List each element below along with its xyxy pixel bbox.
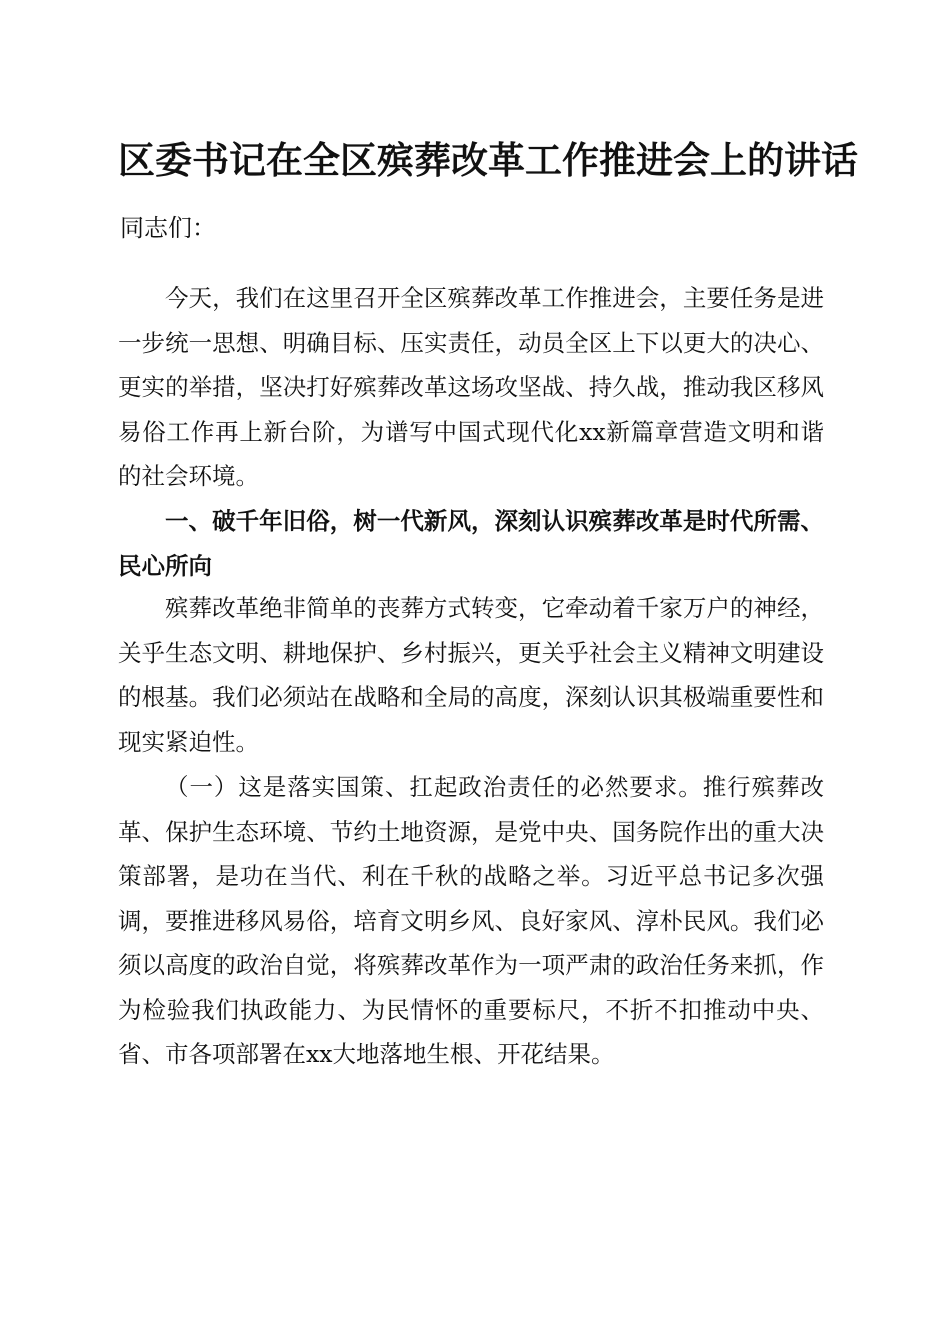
document-title: 区委书记在全区殡葬改革工作推进会上的讲话	[118, 138, 858, 182]
section-heading-1: 一、破千年旧俗，树一代新风，深刻认识殡葬改革是时代所需、民心所向	[118, 507, 824, 580]
salutation: 同志们：	[120, 214, 216, 242]
subsection-1-paragraph	[118, 765, 824, 1077]
section-1-paragraph: 殡葬改革绝非简单的丧葬方式转变，它牵动着千家万户的神经，关乎生态文明、耕地保护、乡村振兴，更关乎社会主义精神文明建设的根基。我们必须站在战略和全局的高度，深刻认识其极端重要性和现实紧迫性。	[118, 594, 824, 756]
subsection-1-lead: （一）这是落实国策、扛起政治责任的必然要求。	[165, 773, 703, 801]
intro-paragraph: 今天，我们在这里召开全区殡葬改革工作推进会，主要任务是进一步统一思想、明确目标、压实责任，动员全区上下以更大的决心、更实的举措，坚决打好殡葬改革这场攻坚战、持久战，推动我区移风易俗工作再上新台阶，为谱写中国式现代化xx新篇章营造文明和谐的社会环境。	[118, 284, 824, 490]
subsection-1-body: 推行殡葬改革、保护生态环境、节约土地资源，是党中央、国务院作出的重大决策部署，是功在当代、利在千秋的战略之举。习近平总书记多次强调，要推进移风易俗，培育文明乡风、良好家风、淳朴民风。我们必须以高度的政治自觉，将殡葬改革作为一项严肃的政治任务来抓，作为检验我们执政能力、为民情怀的重要标尺，不折不扣推动中央、省、市各项部署在xx大地落地生根、开花结果。	[118, 773, 825, 1068]
